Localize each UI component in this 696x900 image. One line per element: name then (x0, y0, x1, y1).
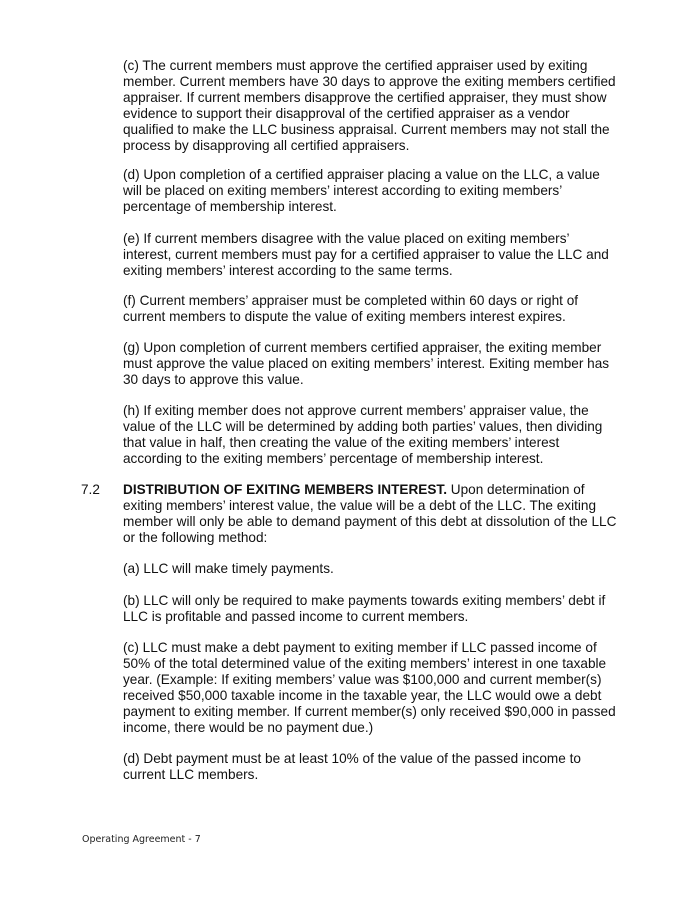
paragraph-f-appraiser-deadline: (f) Current members’ appraiser must be completed within 60 days or right of current members to dispute the value of exiting members interest expires. (123, 293, 579, 324)
paragraph-c-appraiser-approval: (c) The current members must approve the certified appraiser used by exiting member. Current members have 30 days to approve the exiting members certified appraiser. If current members disapprove the certified appraiser, they must show evidence to support their disapproval of the certified appraiser as a vendor qualified to make the LLC business appraisal. Current members may not stall the process by disapproving all certified appraisers. (123, 58, 616, 153)
subparagraph-a-timely-payments: (a) LLC will make timely payments. (123, 561, 334, 576)
subparagraph-b-profitable: (b) LLC will only be required to make payments towards exiting members’ debt if LLC is profitable and passed income to current members. (123, 593, 606, 624)
section-heading: DISTRIBUTION OF EXITING MEMBERS INTEREST. (123, 482, 447, 497)
paragraph-e-disagree-value: (e) If current members disagree with the value placed on exiting members’ interest, current members must pay for a certified appraiser to value the LLC and exiting members’ interest according to the same terms. (123, 231, 609, 278)
section-body: Upon determination of exiting members’ interest value, the value will be a debt of the LLC. The exiting member will only be able to demand payment of this debt at dissolution of the LLC or the following method: (123, 482, 617, 545)
section-number: 7.2 (81, 482, 100, 497)
page-footer: Operating Agreement - 7 (82, 834, 201, 845)
section-7-2-text (123, 482, 618, 546)
paragraph-h-value-determination: (h) If exiting member does not approve current members’ appraiser value, the value of the LLC will be determined by adding both parties’ values, then dividing that value in half, then creating the value of the exiting members’ interest according to the exiting members’ percentage of membership interest. (123, 403, 603, 466)
paragraph-g-exiting-approval: (g) Upon completion of current members certified appraiser, the exiting member must approve the value placed on exiting members’ interest. Exiting member has 30 days to approve this value. (123, 340, 610, 387)
subparagraph-c-debt-payment: (c) LLC must make a debt payment to exiting member if LLC passed income of 50% of the total determined value of the exiting members’ interest in one taxable year. (Example: If exiting members’ value was $100,000 and current member(s) received $50,000 taxable income in the taxable year, the LLC would owe a debt payment to exiting member. If current member(s) only received $90,000 in passed income, there would be no payment due.) (123, 640, 616, 735)
subparagraph-d-minimum-payment: (d) Debt payment must be at least 10% of the value of the passed income to current LLC members. (123, 751, 581, 782)
paragraph-d-value-placement: (d) Upon completion of a certified appraiser placing a value on the LLC, a value will be placed on exiting members’ interest according to exiting members’ percentage of membership interest. (123, 167, 600, 214)
